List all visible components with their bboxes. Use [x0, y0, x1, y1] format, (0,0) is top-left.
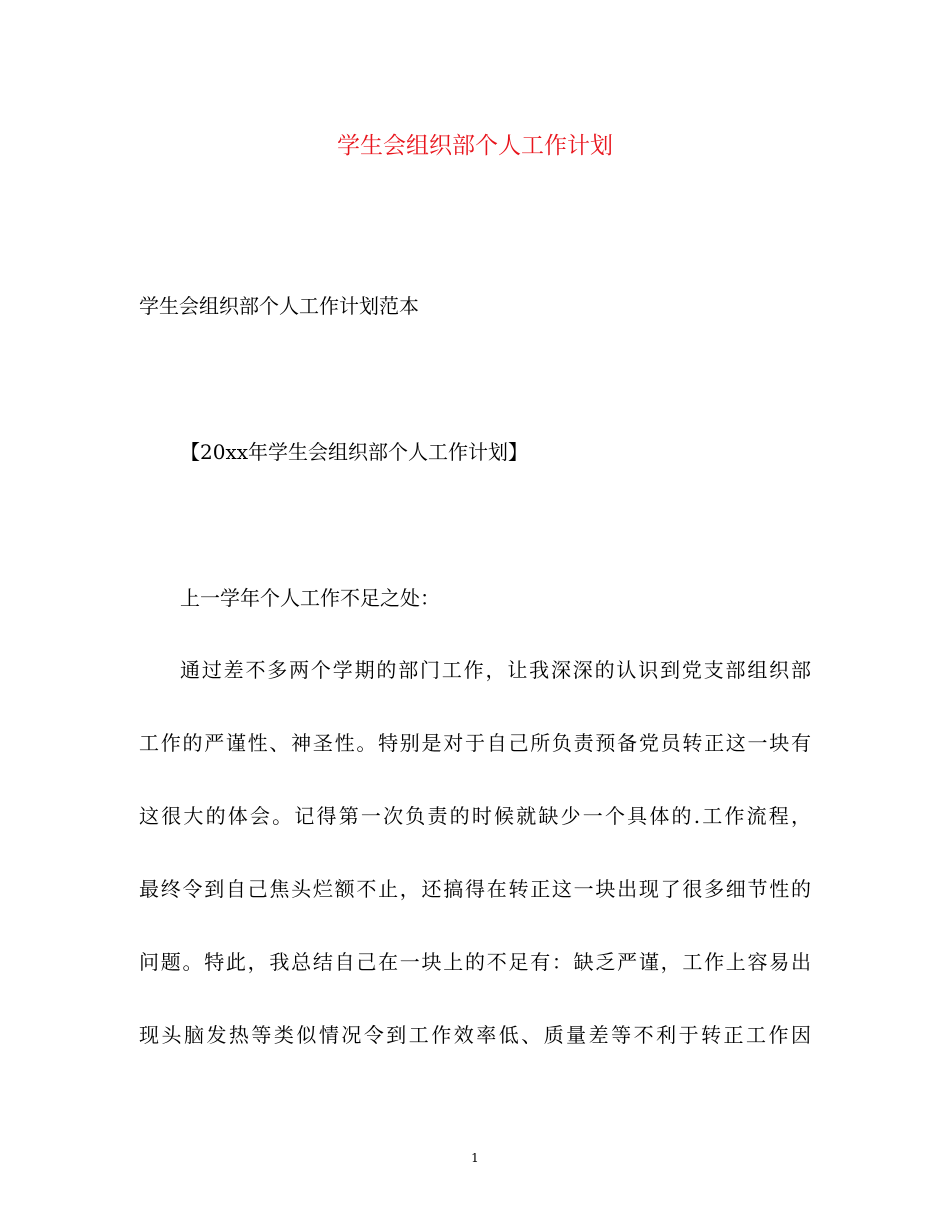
section-heading: 上一学年个人工作不足之处： [180, 586, 440, 610]
body-line: 问题。特此，我总结自己在一块上的不足有：缺乏严谨，工作上容易出 [139, 950, 811, 974]
body-line: 工作的严谨性、神圣性。特别是对于自己所负责预备党员转正这一块有 [139, 731, 811, 755]
body-line: 现头脑发热等类似情况令到工作效率低、质量差等不利于转正工作因 [139, 1023, 811, 1047]
body-line: 这很大的体会。记得第一次负责的时候就缺少一个具体的.工作流程， [139, 804, 811, 828]
bracket-heading: 【20xx年学生会组织部个人工作计划】 [180, 440, 529, 464]
document-title: 学生会组织部个人工作计划 [337, 133, 613, 159]
document-subtitle: 学生会组织部个人工作计划范本 [139, 294, 419, 318]
body-line: 最终令到自己焦头烂额不止，还搞得在转正这一块出现了很多细节性的 [139, 877, 811, 901]
page-number: 1 [471, 1151, 479, 1165]
body-line: 通过差不多两个学期的部门工作，让我深深的认识到党支部组织部 [180, 658, 811, 682]
